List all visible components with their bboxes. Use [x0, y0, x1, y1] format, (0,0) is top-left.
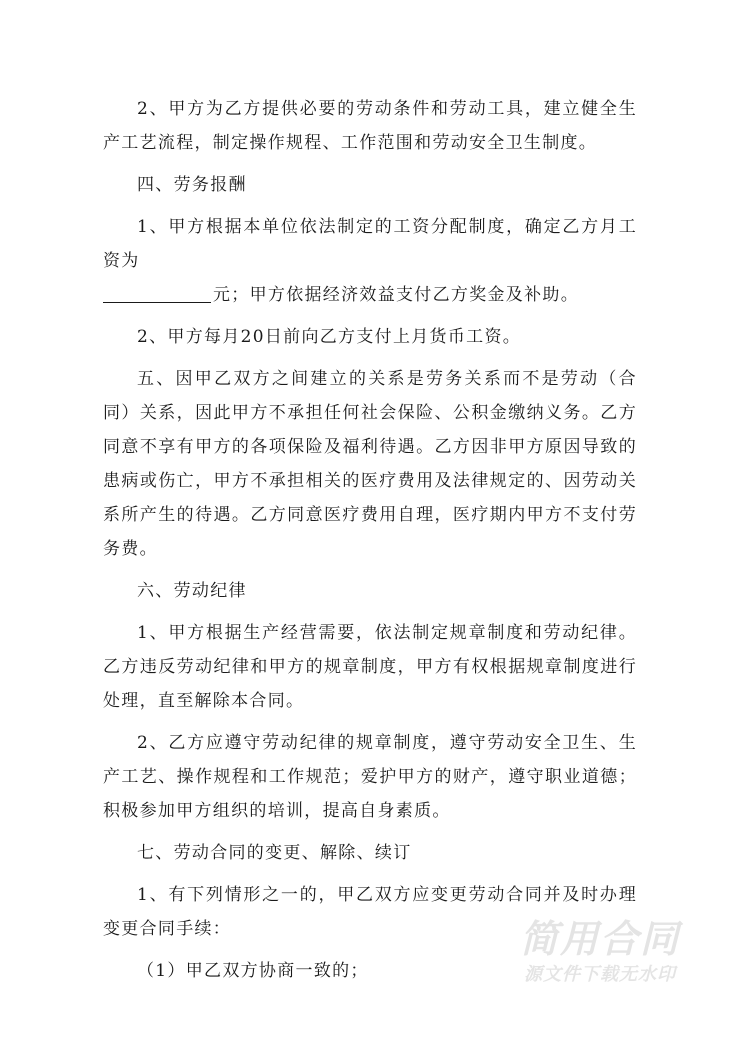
salary-text-end: 元；甲方依据经济效益支付乙方奖金及补助。: [213, 285, 579, 305]
section-heading-discipline: 六、劳动纪律: [137, 581, 247, 601]
watermark-main-text: 简用合同: [519, 917, 680, 961]
paragraph-salary: [103, 210, 637, 312]
salary-blank-line: [103, 282, 211, 303]
document-body: [103, 92, 637, 996]
paragraph-clause-2-conditions: 2、甲方为乙方提供必要的劳动条件和劳动工具，建立健全生产工艺流程，制定操作规程、工作范围和劳动安全卫生制度。: [103, 99, 637, 153]
paragraph-discipline-obligations: 2、乙方应遵守劳动纪律的规章制度，遵守劳动安全卫生、生产工艺、操作规程和工作规范；爱护甲方的财产，遵守职业道德；积极参加甲方组织的培训，提高自身素质。: [103, 733, 637, 821]
salary-text-start: 1、甲方根据本单位依法制定的工资分配制度，确定乙方月工资为: [103, 217, 637, 271]
section-heading-remuneration: 四、劳务报酬: [137, 175, 247, 195]
section-heading-contract-change: 七、劳动合同的变更、解除、续订: [137, 843, 412, 863]
paragraph-change-conditions: 1、有下列情形之一的，甲乙双方应变更劳动合同并及时办理变更合同手续：: [103, 885, 637, 939]
watermark-sub-text: 源文件下载无水印: [524, 964, 676, 985]
paragraph-payment-date: 2、甲方每月20日前向乙方支付上月货币工资。: [137, 327, 522, 347]
paragraph-discipline-rules: 1、甲方根据生产经营需要，依法制定规章制度和劳动纪律。乙方违反劳动纪律和甲方的规章制度，甲方有权根据规章制度进行处理，直至解除本合同。: [103, 623, 637, 711]
watermark-logo: [505, 916, 695, 988]
paragraph-labor-relationship: 五、因甲乙双方之间建立的关系是劳务关系而不是劳动（合同）关系，因此甲方不承担任何社会保险、公积金缴纳义务。乙方同意不享有甲方的各项保险及福利待遇。乙方因非甲方原因导致的患病或伤亡，甲方不承担相关的医疗费用及法律规定的、因劳动关系所产生的待遇。乙方同意医疗费用自理，医疗期内甲方不支付劳务费。: [103, 369, 637, 559]
paragraph-mutual-agreement: （1）甲乙双方协商一致的；: [137, 961, 369, 981]
